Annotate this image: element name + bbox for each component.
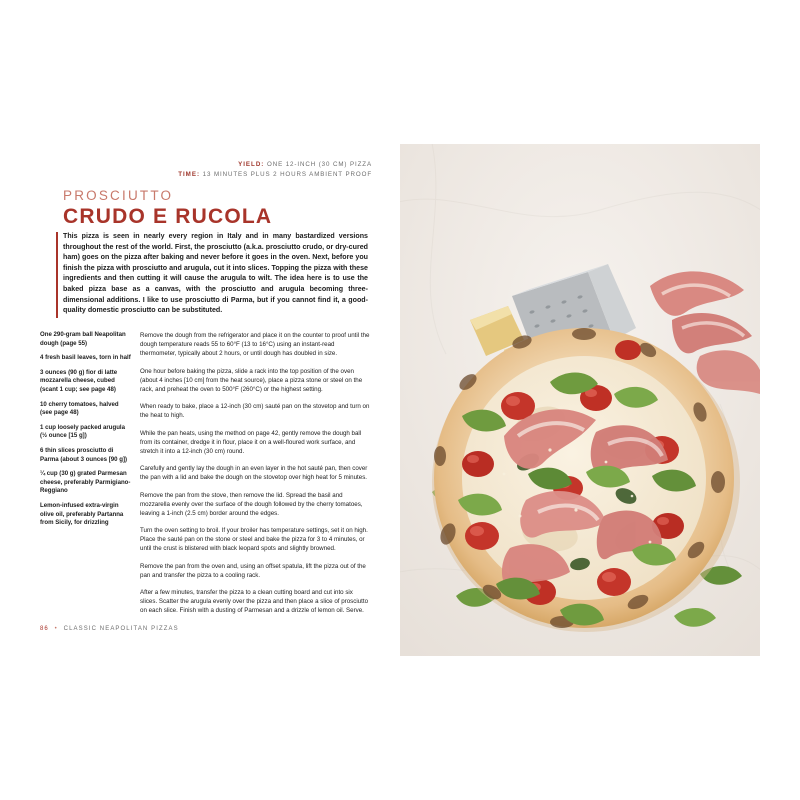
method-step: Remove the pan from the oven and, using an offset spatula, lift the pizza out of the pan and transfer the pizza to a cooling rack. [140,562,366,579]
list-item: One 290-gram ball Neapolitan dough (page 55) [40,331,126,347]
time-line [40,170,372,180]
intro-accent-rule [56,232,58,318]
method-step: Turn the oven setting to broil. If your broiler has temperature settings, set it on high. Place the sauté pan on the stone or steel and bake the pizza for 3 to 4 minutes, or until the crust is blistered with black leopard spots and slightly browned. [140,527,368,552]
folio-dot: • [54,626,58,632]
recipe-title-block [63,188,383,229]
list-item: 10 cherry tomatoes, halved (see page 48) [40,400,119,417]
yield-label: YIELD: [238,161,265,168]
ingredients-list [40,331,132,534]
method-steps [140,331,370,624]
time-value: 13 MINUTES PLUS 2 HOURS AMBIENT PROOF [202,171,372,178]
folio-section: CLASSIC NEAPOLITAN PIZZAS [63,626,179,632]
method-step: While the pan heats, using the method on page 42, gently remove the dough ball from its container, dredge it in flour, place it on a well-floured work surface, and stretch it into a 12-inch (30 cm) round. [140,429,362,455]
list-item: 6 thin slices prosciutto di Parma (about 3 ounces [90 g]) [40,446,128,463]
list-item: Lemon-infused extra-virgin olive oil, preferably Partanna from Sicily, for drizzling [40,501,124,527]
recipe-intro: This pizza is seen in nearly every region in Italy and in many bastardized versions throughout the rest of the world. First, the prosciutto (a.k.a. prosciutto crudo, or dry-cured ham) goes on the pizza after baking and never before it goes in the oven. Next, before you finish the pizza with prosciutto and arugula, cut it into slices. Topping the pizza with these ingredients and then cutting it will cause the arugula to wilt. The idea here is to use the baked pizza base as a canvas, with the prosciutto and arugula becoming three-dimensional additions. I like to use prosciutto di Parma, but if you cannot find it, a good-quality domestic prosciutto can be substituted. [63,232,368,315]
recipe-meta [40,160,372,180]
yield-value: ONE 12-INCH (30 CM) PIZZA [266,161,372,168]
method-step: When ready to bake, place a 12-inch (30 cm) sauté pan on the stovetop and turn on the heat to high. [140,403,370,419]
method-step: Remove the pan from the stove, then remove the lid. Spread the basil and mozzarella evenly over the surface of the dough followed by the cherry tomatoes, leaving a 1-inch (2.5 cm) border around the edges. [140,491,363,517]
list-item: 4 fresh basil leaves, torn in half [40,354,131,362]
recipe-title: CRUDO E RUCOLA [63,205,273,228]
method-step: Carefully and gently lay the dough in an even layer in the hot sauté pan, then cover the pan with a lid and bake the dough on the stovetop over high heat for 5 minutes. [140,465,368,481]
list-item: 3 ounces (90 g) fior di latte mozzarella cheese, cubed (scant 1 cup; see page 48) [40,368,118,393]
method-step: After a few minutes, transfer the pizza to a clean cutting board and cut into six slices. Scatter the arugula evenly over the pizza and then place a slice of prosciutto on each slice. Finish with a dusting of Parmesan and a drizzle of lemon oil. Serve. [140,589,369,614]
recipe-kicker: PROSCIUTTO [63,188,174,203]
list-item: ¼ cup (30 g) grated Parmesan cheese, preferably Parmigiano-Reggiano [40,470,131,495]
page-folio [40,626,179,632]
time-label: TIME: [178,171,201,178]
list-item: 1 cup loosely packed arugula (½ ounce [15 g]) [40,423,126,440]
folio-number: 86 [40,626,49,632]
yield-line [40,160,372,170]
method-step: One hour before baking the pizza, slide a rack into the top position of the oven (about 4 inches [10 cm] from the heat source), place a pizza stone or steel on the rack, and preheat the oven to 500°F (260°C) or the highest setting. [140,367,363,393]
method-step: Remove the dough from the refrigerator and place it on the counter to proof until the dough temperature reads 55 to 60°F (13 to 16°C) using an instant-read thermometer, typically about 2 hours, or until dough has doubled in size. [140,332,370,357]
pizza-photo-illustration [400,144,760,656]
recipe-photo [400,144,760,656]
ingredients-items [40,331,132,528]
